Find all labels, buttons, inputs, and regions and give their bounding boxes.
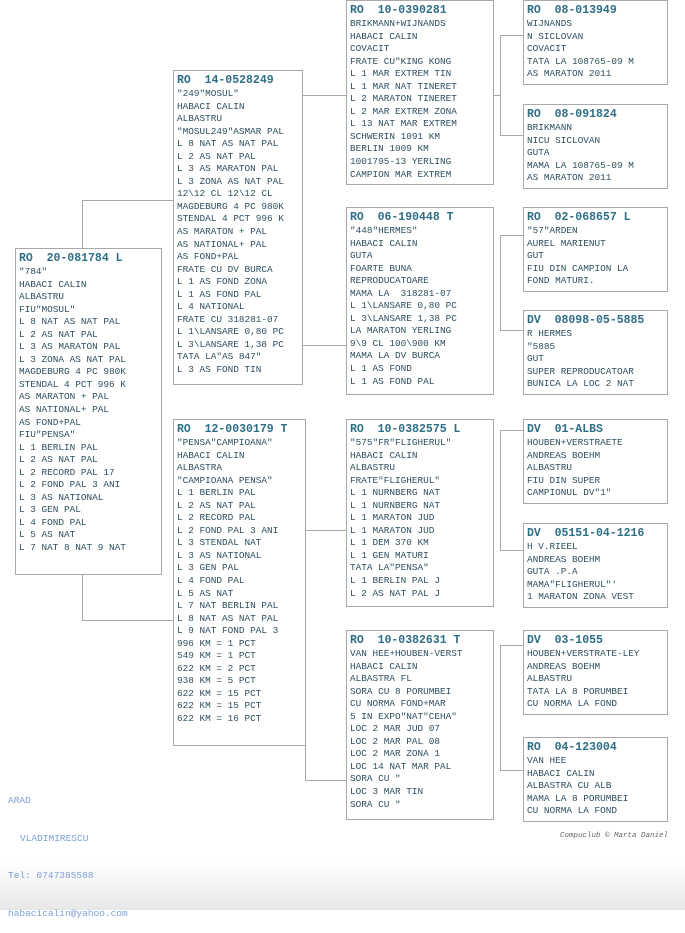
ggp-card-1: [523, 0, 668, 85]
card-line: ALBASTRA CU ALB: [527, 780, 612, 792]
owner-name: VLADIMIRESCU: [20, 832, 89, 844]
card-line: 622 KM = 16 PCT: [177, 713, 262, 725]
card-line: ALBASTRU: [177, 113, 223, 125]
ring-number: RO 08-013949: [527, 4, 617, 17]
card-line: STENDAL 4 PCT 996 K: [177, 213, 284, 225]
card-line: L 2 FOND PAL 3 ANI: [177, 524, 279, 536]
card-line: GUT: [527, 250, 544, 262]
card-line: HABACI CALIN: [350, 660, 418, 672]
card-line: L 1 GEN MATURI: [350, 549, 429, 561]
card-line: L 3 AS NATIONAL: [177, 549, 262, 561]
card-lines: [527, 437, 664, 500]
card-line: "57"ARDEN: [527, 225, 578, 236]
connector: [500, 645, 501, 770]
connector: [500, 330, 524, 331]
ggp-card-3: [523, 207, 668, 292]
card-line: HABACI CALIN: [350, 237, 418, 249]
card-line: ALBASTRA: [177, 462, 223, 474]
card-lines: [177, 88, 299, 377]
card-line: LOC 14 NAT MAR PAL: [350, 760, 452, 772]
card-line: ANDREAS BOEHM: [527, 553, 601, 565]
ring-number: RO 14-0528249: [177, 74, 274, 87]
card-line: L 4 NATIONAL: [177, 301, 245, 313]
card-line: 5 IN EXPO"NAT"CEHA": [350, 710, 457, 722]
card-line: "CAMPIOANA PENSA": [177, 474, 273, 486]
connector: [305, 530, 348, 531]
card-line: MAMA LA DV BURCA: [350, 350, 441, 362]
card-line: L 3 AS NATIONAL: [19, 491, 104, 503]
ring-number: RO 10-0382575 L: [350, 423, 461, 436]
card-line: 549 KM = 1 PCT: [177, 650, 256, 662]
ggp-card-4: [523, 310, 668, 395]
card-line: L 1 MAR EXTREM TIN: [350, 68, 452, 80]
card-line: GUTA: [350, 250, 373, 262]
card-line: L 3 AS FOND TIN: [177, 364, 262, 376]
card-line: WIJNANDS: [527, 18, 573, 29]
card-line: L 7 NAT 8 NAT 9 NAT: [19, 542, 126, 554]
card-line: L 1 MAR NAT TINERET: [350, 80, 457, 92]
connector: [500, 35, 524, 36]
card-line: TATA LA"AS 847": [177, 351, 262, 363]
card-line: L 3 STENDAL NAT: [177, 537, 262, 549]
card-line: HABACI CALIN: [527, 767, 595, 779]
card-line: L 8 NAT AS NAT PAL: [177, 612, 279, 624]
card-line: AS MARATON 2011: [527, 68, 612, 80]
card-line: BERLIN 1009 KM: [350, 143, 429, 155]
card-line: L 3 GEN PAL: [177, 562, 239, 574]
card-line: HABACI CALIN: [177, 100, 245, 112]
card-line: SUPER REPRODUCATOAR: [527, 365, 634, 377]
card-line: ANDREAS BOEHM: [527, 660, 601, 672]
dam-dam-card: [346, 630, 494, 820]
card-line: "784": [19, 266, 48, 277]
dam-sire-card: [346, 419, 494, 607]
connector: [500, 235, 524, 236]
card-line: CU NORMA FOND+MAR: [350, 698, 446, 710]
card-line: L 2 FOND PAL 3 ANI: [19, 479, 121, 491]
card-line: ALBASTRU: [350, 462, 396, 474]
card-line: FRATE CU 318281-07: [177, 313, 279, 325]
connector: [500, 645, 524, 646]
ring-number: RO 02-068657 L: [527, 211, 631, 224]
connector: [500, 135, 524, 136]
card-line: HOUBEN+VERSTRATE-LEY: [527, 648, 640, 659]
ring-number: RO 12-0030179 T: [177, 423, 288, 436]
connector: [305, 780, 348, 781]
card-lines: [177, 437, 302, 726]
card-line: BRIKMANN+WIJNANDS: [350, 18, 446, 29]
connector: [82, 200, 175, 201]
ring-number: DV 01-ALBS: [527, 423, 603, 436]
card-line: FRATE CU"KING KONG: [350, 55, 452, 67]
ring-number: DV 08098-05-5885: [527, 314, 645, 327]
card-line: L 2 AS NAT PAL: [19, 328, 98, 340]
ring-number: DV 05151-04-1216: [527, 527, 645, 540]
card-line: MAMA"FLIGHERUL"': [527, 578, 618, 590]
card-line: "PENSA"CAMPIOANA": [177, 437, 273, 448]
card-lines: [350, 648, 490, 811]
card-line: L 3 ZONA AS NAT PAL: [19, 353, 126, 365]
card-line: L 5 AS NAT: [177, 587, 234, 599]
card-line: L 8 NAT AS NAT PAL: [177, 138, 279, 150]
card-line: LOC 2 MAR JUD 07: [350, 723, 441, 735]
card-line: FRATE"FLIGHERUL": [350, 474, 441, 486]
card-line: LA MARATON YERLING: [350, 325, 452, 337]
ring-number: RO 10-0390281: [350, 4, 447, 17]
owner-contact: [8, 770, 128, 933]
card-line: HABACI CALIN: [177, 449, 245, 461]
card-line: ALBASTRA FL: [350, 673, 412, 685]
card-line: L 3 AS MARATON PAL: [177, 163, 279, 175]
card-line: SCHWERIN 1091 KM: [350, 130, 441, 142]
card-lines: [350, 225, 490, 388]
card-line: 622 KM = 15 PCT: [177, 687, 262, 699]
card-line: FIU DIN CAMPION LA: [527, 262, 629, 274]
card-line: "249"MOSUL": [177, 88, 239, 99]
card-line: L 1 MARATON JUD: [350, 512, 435, 524]
ring-number: RO 10-0382631 T: [350, 634, 461, 647]
card-line: GUTA .P.A: [527, 566, 578, 578]
ggp-card-7: [523, 630, 668, 715]
card-line: AS NATIONAL+ PAL: [19, 404, 110, 416]
card-line: L 3 GEN PAL: [19, 504, 81, 516]
card-line: L 2 MARATON TINERET: [350, 93, 457, 105]
card-line: L 9 NAT FOND PAL 3: [177, 625, 279, 637]
card-line: L 4 FOND PAL: [177, 575, 245, 587]
connector: [500, 35, 501, 135]
ggp-card-6: [523, 523, 668, 608]
card-lines: [527, 541, 664, 604]
connector: [298, 345, 348, 346]
card-line: 1 MARATON ZONA VEST: [527, 591, 634, 603]
card-line: AUREL MARIENUT: [527, 237, 606, 249]
card-lines: [527, 755, 664, 818]
connector: [500, 235, 501, 330]
card-line: "575"FR"FLIGHERUL": [350, 437, 452, 448]
card-line: MAMA LA 318281-07: [350, 287, 452, 299]
card-line: ALBASTRU: [527, 462, 573, 474]
card-line: L 1 NURNBERG NAT: [350, 499, 441, 511]
card-line: L 3 ZONA AS NAT PAL: [177, 175, 284, 187]
card-line: N SICLOVAN: [527, 30, 584, 42]
sire-card: [173, 70, 303, 385]
card-line: L 1\LANSARE 0,80 PC: [350, 300, 457, 312]
card-line: L 1 AS FOND ZONA: [177, 276, 268, 288]
card-line: AS MARATON + PAL: [177, 226, 268, 238]
card-line: L 7 NAT BERLIN PAL: [177, 600, 279, 612]
card-line: FIU"PENSA": [19, 429, 76, 441]
card-line: ALBASTRU: [19, 291, 65, 303]
ggp-card-5: [523, 419, 668, 504]
card-line: L 5 AS NAT: [19, 529, 76, 541]
card-line: BRIKMANN: [527, 122, 573, 133]
card-line: L 8 NAT AS NAT PAL: [19, 316, 121, 328]
card-line: L 2 RECORD PAL: [177, 512, 256, 524]
card-line: L 1 AS FOND PAL: [350, 375, 435, 387]
card-line: ANDREAS BOEHM: [527, 449, 601, 461]
card-line: L 2 AS NAT PAL: [19, 454, 98, 466]
card-line: AS FOND+PAL: [177, 251, 239, 263]
ggp-card-8: [523, 737, 668, 822]
card-line: MAMA LA 8 PORUMBEI: [527, 792, 629, 804]
connector: [82, 200, 83, 250]
card-line: 622 KM = 2 PCT: [177, 662, 256, 674]
connector: [500, 430, 501, 550]
connector: [500, 770, 524, 771]
card-lines: [527, 648, 664, 711]
connector: [500, 550, 524, 551]
card-line: "5885: [527, 340, 556, 352]
card-line: CAMPION MAR EXTREM: [350, 168, 452, 180]
card-line: FIU"MOSUL": [19, 303, 76, 315]
card-line: L 2 AS NAT PAL J: [350, 587, 441, 599]
card-line: LOC 2 MAR ZONA 1: [350, 748, 441, 760]
card-line: L 2 RECORD PAL 17: [19, 466, 115, 478]
card-line: MAGDEBURG 4 PC 980K: [19, 366, 126, 378]
card-line: MAMA LA 108765-09 M: [527, 159, 634, 171]
card-lines: [527, 18, 664, 81]
card-line: 9\9 CL 100\900 KM: [350, 337, 446, 349]
card-line: L 1 BERLIN PAL: [19, 441, 98, 453]
ring-number: RO 08-091824: [527, 108, 617, 121]
card-line: L 13 NAT MAR EXTREM: [350, 118, 457, 130]
card-line: 622 KM = 15 PCT: [177, 700, 262, 712]
card-line: L 2 AS NAT PAL: [177, 150, 256, 162]
card-line: L 4 FOND PAL: [19, 516, 87, 528]
ggp-card-2: [523, 104, 668, 189]
card-line: L 1\LANSARE 0,80 PC: [177, 326, 284, 338]
card-line: 938 KM = 5 PCT: [177, 675, 256, 687]
owner-city: ARAD: [8, 795, 31, 806]
footer-credit: Compuclub © Marta Daniel: [560, 832, 669, 840]
card-line: TATA LA 108765-09 M: [527, 55, 634, 67]
card-line: REPRODUCATOARE: [350, 275, 429, 287]
card-line: ALBASTRU: [527, 673, 573, 685]
card-line: MAGDEBURG 4 PC 980K: [177, 200, 284, 212]
card-line: HABACI CALIN: [350, 449, 418, 461]
card-line: L 3\LANSARE 1,38 PC: [350, 312, 457, 324]
card-line: STENDAL 4 PCT 996 K: [19, 378, 126, 390]
card-lines: [527, 122, 664, 185]
ring-number: RO 04-123004: [527, 741, 617, 754]
card-line: COVACIT: [527, 43, 567, 55]
card-line: 12\12 CL 12\12 CL: [177, 188, 273, 200]
card-line: L 1 BERLIN PAL: [177, 487, 256, 499]
card-line: FRATE CU DV BURCA: [177, 263, 273, 275]
card-line: TATA LA 8 PORUMBEI: [527, 685, 629, 697]
card-line: L 2 AS NAT PAL: [177, 499, 256, 511]
card-line: GUT: [527, 353, 544, 365]
card-line: L 1 NURNBERG NAT: [350, 487, 441, 499]
card-line: HABACI CALIN: [350, 30, 418, 42]
ring-number: DV 03-1055: [527, 634, 603, 647]
connector: [298, 95, 348, 96]
card-lines: [350, 437, 490, 600]
card-line: SORA CU ": [350, 773, 401, 785]
card-line: L 3\LANSARE 1,38 PC: [177, 338, 284, 350]
card-line: "448"HERMES": [350, 225, 418, 236]
card-line: AS MARATON + PAL: [19, 391, 110, 403]
card-line: L 1 AS FOND PAL: [177, 288, 262, 300]
card-line: AS MARATON 2011: [527, 172, 612, 184]
card-line: CU NORMA LA FOND: [527, 698, 618, 710]
card-lines: [350, 18, 490, 181]
card-line: SORA CU 8 PORUMBEI: [350, 685, 452, 697]
card-line: "MOSUL249"ASMAR PAL: [177, 125, 284, 137]
card-line: LOC 3 MAR TIN: [350, 786, 424, 798]
dam-card: [173, 419, 306, 746]
card-line: CAMPIONUL DV"1": [527, 487, 612, 499]
connector: [82, 575, 83, 620]
card-line: 1001795-13 YERLING: [350, 156, 452, 168]
sire-sire-card: [346, 0, 494, 185]
connector: [82, 620, 175, 621]
card-line: FOARTE BUNA: [350, 262, 412, 274]
card-line: BUNICA LA LOC 2 NAT: [527, 378, 634, 390]
card-line: H V.RIEEL: [527, 541, 578, 552]
card-line: LOC 2 MAR PAL 08: [350, 735, 441, 747]
card-line: TATA LA"PENSA": [350, 562, 429, 574]
card-line: 996 KM = 1 PCT: [177, 637, 256, 649]
card-line: L 3 AS MARATON PAL: [19, 341, 121, 353]
card-line: HOUBEN+VERSTRAETE: [527, 437, 623, 448]
connector: [500, 430, 524, 431]
card-lines: [19, 266, 158, 555]
card-lines: [527, 328, 664, 391]
card-line: SORA CU ": [350, 798, 401, 810]
card-line: L 2 MAR EXTREM ZONA: [350, 105, 457, 117]
card-line: L 1 AS FOND: [350, 363, 412, 375]
card-line: R HERMES: [527, 328, 573, 339]
card-line: L 1 BERLIN PAL J: [350, 575, 441, 587]
connector: [493, 95, 500, 96]
card-line: FIU DIN SUPER: [527, 474, 601, 486]
card-line: AS NATIONAL+ PAL: [177, 238, 268, 250]
card-line: HABACI CALIN: [19, 278, 87, 290]
ring-number: RO 06-190448 T: [350, 211, 454, 224]
card-lines: [527, 225, 664, 288]
card-line: COVACIT: [350, 43, 390, 55]
owner-phone: Tel: 0747385588: [8, 870, 94, 881]
pedigree-subject-card: [15, 248, 162, 575]
card-line: NICU SICLOVAN: [527, 134, 601, 146]
card-line: AS FOND+PAL: [19, 416, 81, 428]
card-line: L 1 DEM 370 KM: [350, 537, 429, 549]
card-line: VAN HEE+HOUBEN-VERST: [350, 648, 463, 659]
ring-number: RO 20-081784 L: [19, 252, 123, 265]
card-line: L 1 MARATON JUD: [350, 524, 435, 536]
card-line: GUTA: [527, 147, 550, 159]
owner-email[interactable]: habacicalin@yahoo.com: [8, 907, 128, 919]
card-line: FOND MATURI.: [527, 275, 595, 287]
sire-dam-card: [346, 207, 494, 395]
card-line: CU NORMA LA FOND: [527, 805, 618, 817]
card-line: VAN HEE: [527, 755, 567, 766]
